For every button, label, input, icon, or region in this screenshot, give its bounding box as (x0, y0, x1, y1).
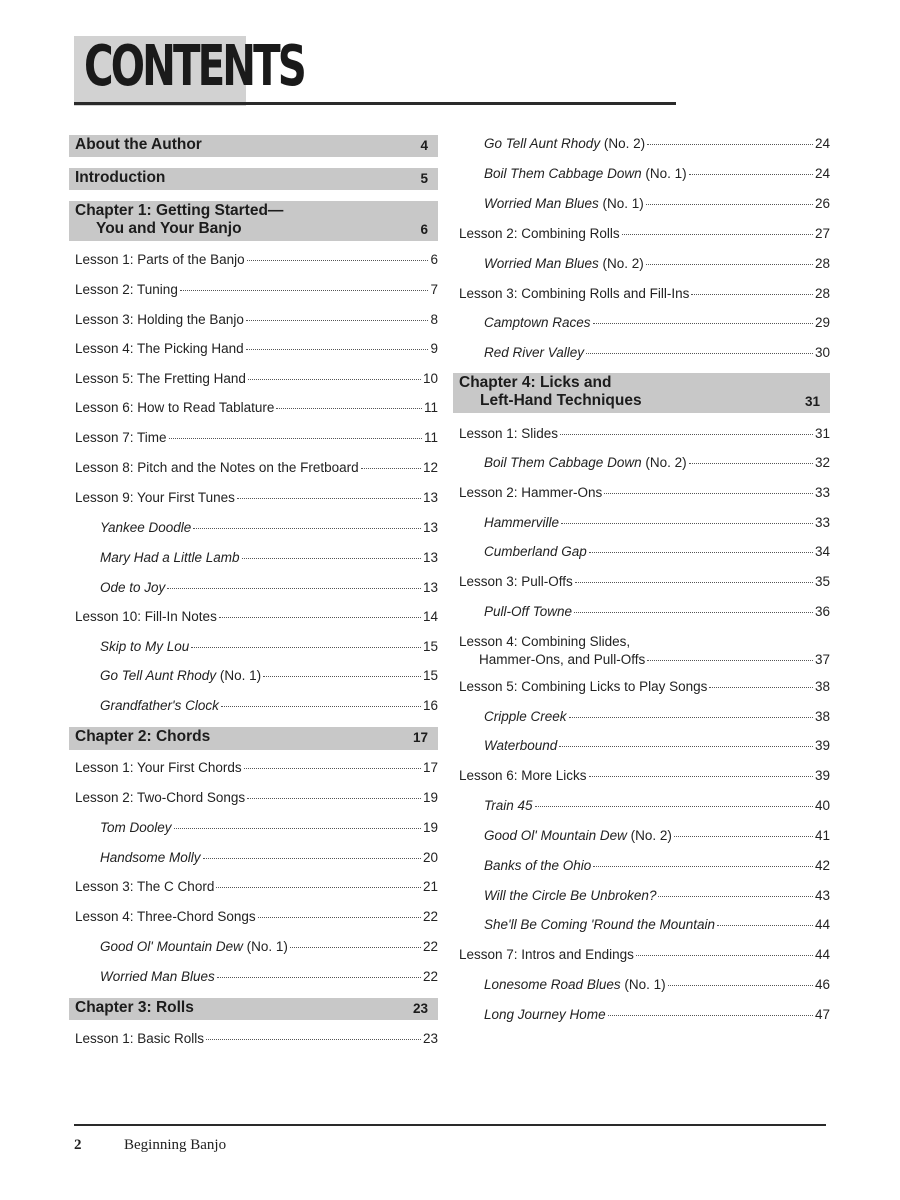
toc-song-entry[interactable]: Worried Man Blues 22 (100, 969, 438, 984)
toc-entry[interactable]: Lesson 1: Parts of the Banjo 6 (75, 252, 438, 267)
toc-song-entry[interactable]: Lonesome Road Blues (No. 1) 46 (484, 977, 830, 992)
toc-song-entry[interactable]: Waterbound 39 (484, 738, 830, 753)
toc-song-entry[interactable]: Go Tell Aunt Rhody (No. 2) 24 (484, 136, 830, 151)
toc-entry[interactable]: Lesson 2: Hammer-Ons 33 (459, 485, 830, 500)
toc-chapter-1[interactable]: Chapter 1: Getting Started— You and Your Banjo 6 (69, 201, 438, 241)
page-title: CONTENTS (84, 34, 304, 99)
toc-entry[interactable]: Lesson 5: The Fretting Hand 10 (75, 371, 438, 386)
footer-book-title: Beginning Banjo (124, 1137, 227, 1153)
toc-entry[interactable]: Lesson 7: Intros and Endings 44 (459, 947, 830, 962)
toc-entry[interactable]: Lesson 1: Slides 31 (459, 426, 830, 441)
toc-song-entry[interactable]: Banks of the Ohio 42 (484, 858, 830, 873)
toc-song-entry[interactable]: Good Ol' Mountain Dew (No. 2) 41 (484, 828, 830, 843)
toc-song-entry[interactable]: Hammerville 33 (484, 515, 830, 530)
toc-section-introduction[interactable]: Introduction 5 (69, 168, 438, 190)
toc-entry[interactable]: Lesson 5: Combining Licks to Play Songs 38 (459, 679, 830, 694)
toc-song-entry[interactable]: Pull-Off Towne 36 (484, 604, 830, 619)
toc-entry[interactable]: Lesson 10: Fill-In Notes 14 (75, 609, 438, 624)
toc-entry[interactable]: Lesson 1: Your First Chords 17 (75, 760, 438, 775)
toc-section-about[interactable]: About the Author 4 (69, 135, 438, 157)
toc-entry[interactable]: Lesson 8: Pitch and the Notes on the Fretboard 12 (75, 460, 438, 475)
toc-song-entry[interactable]: She'll Be Coming 'Round the Mountain 44 (484, 917, 830, 932)
toc-entry[interactable]: Lesson 2: Combining Rolls 27 (459, 226, 830, 241)
toc-song-entry[interactable]: Will the Circle Be Unbroken? 43 (484, 888, 830, 903)
toc-song-entry[interactable]: Worried Man Blues (No. 1) 26 (484, 196, 830, 211)
footer-page-number: 2 (74, 1137, 82, 1153)
toc-entry[interactable]: Lesson 2: Two-Chord Songs 19 (75, 790, 438, 805)
toc-entry[interactable]: Lesson 6: More Licks 39 (459, 768, 830, 783)
footer-rule (74, 1124, 826, 1126)
toc-song-entry[interactable]: Camptown Races 29 (484, 315, 830, 330)
toc-entry[interactable]: Lesson 3: Combining Rolls and Fill-Ins 28 (459, 286, 830, 301)
toc-entry[interactable]: Lesson 7: Time 11 (75, 430, 438, 445)
toc-song-entry[interactable]: Yankee Doodle 13 (100, 520, 438, 535)
toc-song-entry[interactable]: Train 45 40 (484, 798, 830, 813)
toc-song-entry[interactable]: Worried Man Blues (No. 2) 28 (484, 256, 830, 271)
toc-song-entry[interactable]: Boil Them Cabbage Down (No. 2) 32 (484, 455, 830, 470)
toc-song-entry[interactable]: Boil Them Cabbage Down (No. 1) 24 (484, 166, 830, 181)
title-rule (74, 102, 676, 105)
toc-entry[interactable]: Lesson 6: How to Read Tablature 11 (75, 400, 438, 415)
toc-song-entry[interactable]: Long Journey Home 47 (484, 1007, 830, 1022)
toc-entry[interactable]: Lesson 2: Tuning 7 (75, 282, 438, 297)
toc-entry[interactable]: Lesson 3: Pull-Offs 35 (459, 574, 830, 589)
toc-song-entry[interactable]: Tom Dooley 19 (100, 820, 438, 835)
toc-entry[interactable]: Lesson 4: Three-Chord Songs 22 (75, 909, 438, 924)
toc-song-entry[interactable]: Mary Had a Little Lamb 13 (100, 550, 438, 565)
toc-song-entry[interactable]: Grandfather's Clock 16 (100, 698, 438, 713)
toc-entry[interactable]: Lesson 3: Holding the Banjo 8 (75, 312, 438, 327)
toc-song-entry[interactable]: Skip to My Lou 15 (100, 639, 438, 654)
toc-entry[interactable]: Lesson 4: The Picking Hand 9 (75, 341, 438, 356)
toc-entry[interactable]: Lesson 3: The C Chord 21 (75, 879, 438, 894)
toc-entry[interactable]: Lesson 9: Your First Tunes 13 (75, 490, 438, 505)
toc-chapter-2[interactable]: Chapter 2: Chords 17 (69, 727, 438, 750)
toc-song-entry[interactable]: Cumberland Gap 34 (484, 544, 830, 559)
toc-song-entry[interactable]: Good Ol' Mountain Dew (No. 1) 22 (100, 939, 438, 954)
toc-chapter-4[interactable]: Chapter 4: Licks and Left-Hand Techniques 31 (453, 373, 830, 413)
toc-song-entry[interactable]: Go Tell Aunt Rhody (No. 1) 15 (100, 668, 438, 683)
toc-chapter-3[interactable]: Chapter 3: Rolls 23 (69, 998, 438, 1020)
toc-song-entry[interactable]: Handsome Molly 20 (100, 850, 438, 865)
toc-song-entry[interactable]: Ode to Joy 13 (100, 580, 438, 595)
toc-song-entry[interactable]: Red River Valley 30 (484, 345, 830, 360)
toc-entry[interactable]: Lesson 4: Combining Slides, Hammer-Ons, and Pull-Offs 37 (459, 634, 830, 667)
toc-song-entry[interactable]: Cripple Creek 38 (484, 709, 830, 724)
toc-entry[interactable]: Lesson 1: Basic Rolls 23 (75, 1031, 438, 1046)
